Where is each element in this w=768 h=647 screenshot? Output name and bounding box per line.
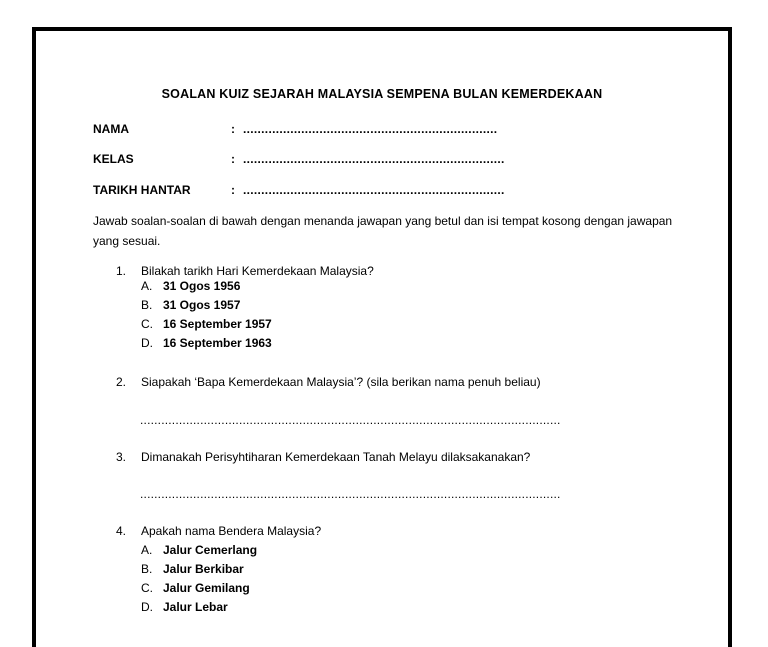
option-text: Jalur Gemilang — [163, 581, 250, 595]
question-3-answer-line[interactable]: ....................................................................................................................... — [140, 487, 561, 501]
option-text: Jalur Lebar — [163, 600, 228, 614]
option-d[interactable] — [141, 334, 272, 353]
name-blank[interactable]: ...................................................................... — [243, 122, 498, 136]
option-text: Jalur Berkibar — [163, 562, 244, 576]
class-field[interactable] — [93, 152, 505, 166]
submit-date-blank[interactable]: ........................................................................ — [243, 183, 505, 197]
worksheet-page — [32, 27, 732, 647]
option-letter: A. — [141, 543, 153, 557]
option-text: 16 September 1963 — [163, 336, 272, 350]
field-colon: : — [231, 122, 235, 136]
question-4-options — [141, 541, 257, 617]
option-text: 16 September 1957 — [163, 317, 272, 331]
option-a[interactable] — [141, 541, 257, 560]
option-d[interactable] — [141, 598, 257, 617]
question-number: 4. — [116, 524, 127, 538]
option-letter: C. — [141, 317, 153, 331]
question-text: Bilakah tarikh Hari Kemerdekaan Malaysia? — [141, 264, 374, 278]
question-text: Dimanakah Perisyhtiharan Kemerdekaan Tanah Melayu dilaksakanakan? — [141, 450, 531, 464]
option-a[interactable] — [141, 277, 272, 296]
field-colon: : — [231, 183, 235, 197]
field-label: KELAS — [93, 152, 134, 166]
option-b[interactable] — [141, 560, 257, 579]
option-letter: A. — [141, 279, 153, 293]
class-blank[interactable]: ........................................................................ — [243, 152, 505, 166]
option-c[interactable] — [141, 315, 272, 334]
question-2-answer-line[interactable]: ....................................................................................................................... — [140, 413, 561, 427]
field-colon: : — [231, 152, 235, 166]
option-letter: C. — [141, 581, 153, 595]
option-text: 31 Ogos 1957 — [163, 298, 241, 312]
question-2 — [116, 375, 541, 389]
question-1-options — [141, 277, 272, 353]
page-title: SOALAN KUIZ SEJARAH MALAYSIA SEMPENA BULAN KEMERDEKAAN — [161, 87, 603, 101]
field-label: TARIKH HANTAR — [93, 183, 191, 197]
option-text: Jalur Cemerlang — [163, 543, 258, 557]
submit-date-field[interactable] — [93, 183, 505, 197]
name-field[interactable] — [93, 122, 497, 136]
question-number: 3. — [116, 450, 127, 464]
option-letter: B. — [141, 562, 153, 576]
question-number: 1. — [116, 264, 127, 278]
field-label: NAMA — [93, 122, 129, 136]
question-3 — [116, 450, 530, 464]
option-c[interactable] — [141, 579, 257, 598]
question-number: 2. — [116, 375, 127, 389]
question-text: Apakah nama Bendera Malaysia? — [141, 524, 322, 538]
option-text: 31 Ogos 1956 — [163, 279, 241, 293]
instructions: Jawab soalan-soalan di bawah dengan menanda jawapan yang betul dan isi tempat kosong dengan jawapan yang sesuai. — [93, 214, 673, 248]
option-letter: B. — [141, 298, 153, 312]
question-4 — [116, 524, 321, 538]
question-1 — [116, 264, 374, 278]
question-text: Siapakah ‘Bapa Kemerdekaan Malaysia’? (sila berikan nama penuh beliau) — [141, 375, 541, 389]
option-b[interactable] — [141, 296, 272, 315]
option-letter: D. — [141, 336, 153, 350]
option-letter: D. — [141, 600, 153, 614]
